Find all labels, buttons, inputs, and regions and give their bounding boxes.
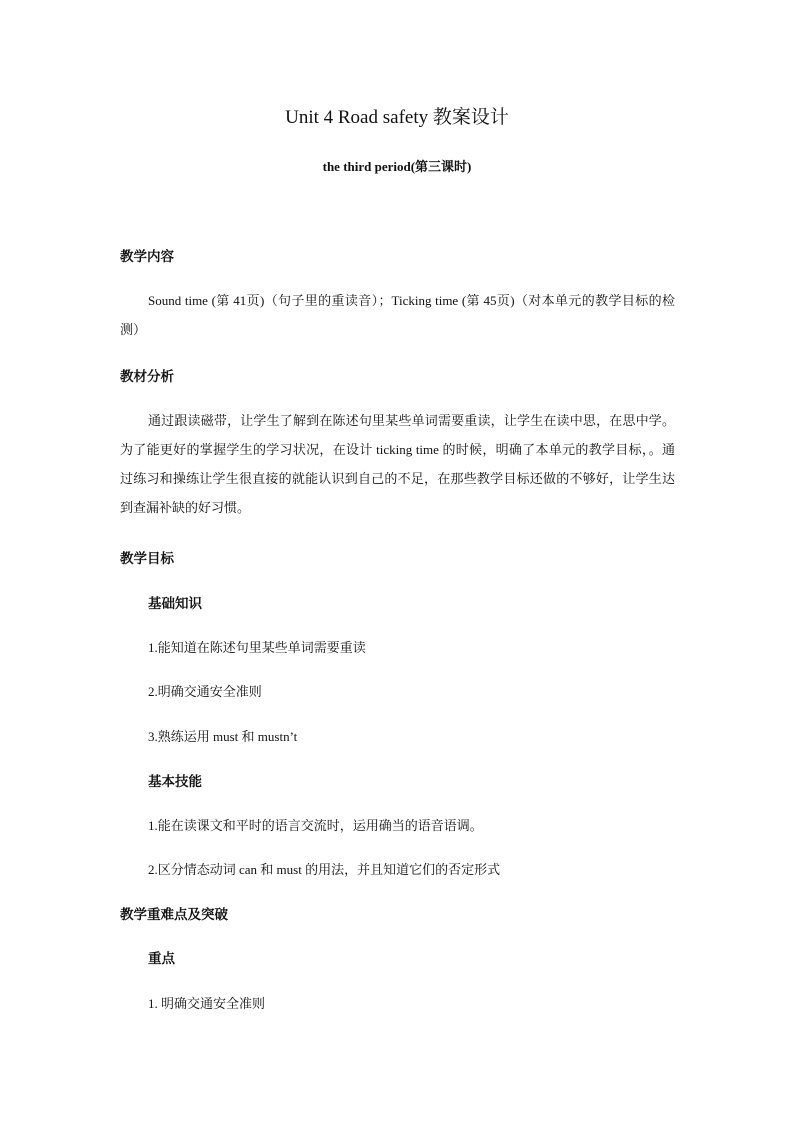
knowledge-item: 2.明确交通安全准则 [148, 684, 262, 699]
section-heading-keypoints: 教学重难点及突破 [120, 907, 228, 922]
knowledge-item: 3.熟练运用 must 和 mustn’t [148, 729, 298, 744]
focus-item: 1. 明确交通安全准则 [148, 996, 266, 1011]
skills-item: 1.能在读课文和平时的语言交流时，运用确当的语音语调。 [148, 818, 483, 833]
section-heading-analysis: 教材分析 [120, 369, 174, 384]
subheading-knowledge: 基础知识 [148, 596, 202, 611]
subheading-skills: 基本技能 [148, 774, 202, 789]
knowledge-item: 1.能知道在陈述句里某些单词需要重读 [148, 640, 366, 655]
content-paragraph: Sound time (第 41页)（句子里的重读音）；Ticking time (第 45页)（对本单元的教学目标的检测） [120, 293, 675, 337]
section-heading-objectives: 教学目标 [120, 551, 174, 566]
analysis-paragraph: 通过跟读磁带，让学生了解到在陈述句里某些单词需要重读，让学生在读中思，在思中学。为了能更好的掌握学生的学习状况，在设计 ticking time 的时候，明确了本单元的教学目标，。通过练习和操练让学生很直接的就能认识到自己的不足，在那些教学目标还做的不够好，让学生达到查漏补缺的好习惯。 [120, 413, 675, 515]
document-subtitle: the third period(第三课时) [322, 159, 472, 174]
document-title: Unit 4 Road safety 教案设计 [285, 107, 509, 128]
skills-item: 2.区分情态动词 can 和 must 的用法，并且知道它们的否定形式 [148, 862, 501, 877]
section-heading-content: 教学内容 [120, 249, 174, 264]
subheading-focus: 重点 [148, 951, 175, 966]
